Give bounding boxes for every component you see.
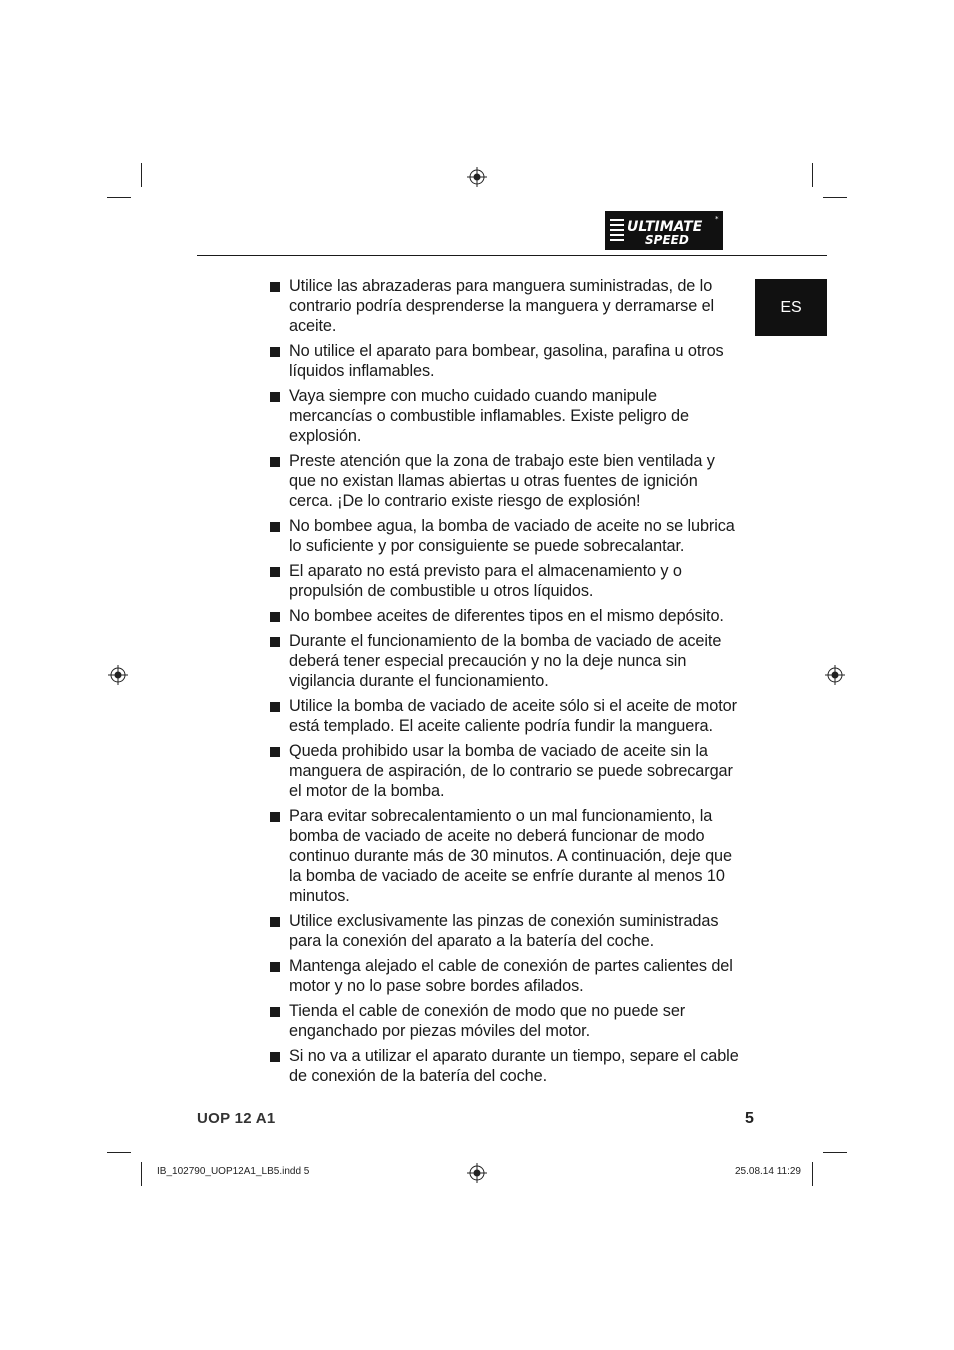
registration-mark-icon: [467, 167, 487, 187]
list-item-text: No bombee aceites de diferentes tipos en el mismo depósito.: [289, 607, 724, 625]
svg-text:*: *: [715, 215, 719, 223]
crop-mark: [141, 163, 142, 187]
list-item-text: Si no va a utilizar el aparato durante un tiempo, separe el cable de conexión de la batería del coche.: [289, 1047, 739, 1085]
safety-bullet-list: [270, 276, 740, 1091]
list-item-text: Para evitar sobrecalentamiento o un mal funcionamiento, la bomba de vaciado de aceite no deberá funcionar de modo continuo durante más de 30 minutos. A continuación, deje que la bomba de vaciado de aceite se enfríe durante al menos 10 minutos.: [289, 807, 732, 905]
list-item-text: Preste atención que la zona de trabajo este bien ventilada y que no existan llamas abiertas u otras fuentes de ignición cerca. ¡De lo contrario existe riesgo de explosión!: [289, 452, 715, 510]
list-item: [270, 1046, 740, 1086]
language-tab: [755, 279, 827, 336]
bullet-square-icon: [270, 612, 280, 622]
crop-mark: [823, 1152, 847, 1153]
footer-model-number: UOP 12 A1: [197, 1110, 276, 1127]
crop-mark: [812, 163, 813, 187]
bullet-square-icon: [270, 347, 280, 357]
print-slug-file: IB_102790_UOP12A1_LB5.indd 5: [157, 1166, 310, 1177]
list-item: [270, 276, 740, 336]
bullet-square-icon: [270, 962, 280, 972]
crop-mark: [823, 197, 847, 198]
language-tab-label: ES: [780, 298, 802, 316]
registration-mark-icon: [825, 665, 845, 685]
list-item: [270, 631, 740, 691]
bullet-square-icon: [270, 522, 280, 532]
list-item: [270, 806, 740, 906]
list-item: [270, 956, 740, 996]
list-item: [270, 606, 740, 626]
bullet-square-icon: [270, 567, 280, 577]
bullet-square-icon: [270, 917, 280, 927]
list-item-text: El aparato no está previsto para el almacenamiento y o propulsión de combustible u otros líquidos.: [289, 562, 682, 600]
crop-mark: [107, 1152, 131, 1153]
bullet-square-icon: [270, 637, 280, 647]
list-item-text: Vaya siempre con mucho cuidado cuando manipule mercancías o combustible inflamables. Existe peligro de explosión.: [289, 387, 689, 445]
list-item: [270, 911, 740, 951]
crop-mark: [812, 1162, 813, 1186]
list-item: [270, 341, 740, 381]
bullet-square-icon: [270, 1007, 280, 1017]
bullet-square-icon: [270, 702, 280, 712]
print-slug-date: 25.08.14 11:29: [735, 1166, 801, 1177]
list-item: [270, 451, 740, 511]
list-item: [270, 516, 740, 556]
list-item: [270, 741, 740, 801]
list-item-text: No bombee agua, la bomba de vaciado de aceite no se lubrica lo suficiente y por consiguiente se puede sobrecalantar.: [289, 517, 735, 555]
list-item-text: No utilice el aparato para bombear, gasolina, parafina u otros líquidos inflamables.: [289, 342, 724, 380]
list-item: [270, 386, 740, 446]
list-item: [270, 561, 740, 601]
svg-text:ULTIMATE: ULTIMATE: [627, 219, 703, 235]
list-item-text: Utilice las abrazaderas para manguera suministradas, de lo contrario podría desprenderse la manguera y derramarse el aceite.: [289, 277, 715, 335]
list-item-text: Mantenga alejado el cable de conexión de partes calientes del motor y no lo pase sobre bordes afilados.: [289, 957, 733, 995]
list-item-text: Durante el funcionamiento de la bomba de vaciado de aceite deberá tener especial precaución y no la deje nunca sin vigilancia durante el funcionamiento.: [289, 632, 722, 690]
brand-logo: [605, 211, 723, 250]
header-rule: [197, 255, 827, 256]
bullet-square-icon: [270, 457, 280, 467]
list-item-text: Utilice exclusivamente las pinzas de conexión suministradas para la conexión del aparato a la batería del coche.: [289, 912, 719, 950]
list-item-text: Queda prohibido usar la bomba de vaciado de aceite sin la manguera de aspiración, de lo contrario se puede sobrecargar el motor de la bomba.: [289, 742, 733, 800]
list-item: [270, 696, 740, 736]
registration-mark-icon: [467, 1163, 487, 1183]
svg-text:SPEED: SPEED: [645, 233, 689, 247]
bullet-square-icon: [270, 812, 280, 822]
registration-mark-icon: [108, 665, 128, 685]
bullet-square-icon: [270, 282, 280, 292]
list-item-text: Utilice la bomba de vaciado de aceite sólo si el aceite de motor está templado. El aceite caliente podría fundir la manguera.: [289, 697, 737, 735]
page-number: 5: [745, 1110, 754, 1127]
bullet-square-icon: [270, 392, 280, 402]
list-item: [270, 1001, 740, 1041]
bullet-square-icon: [270, 1052, 280, 1062]
crop-mark: [141, 1162, 142, 1186]
list-item-text: Tienda el cable de conexión de modo que no puede ser enganchado por piezas móviles del motor.: [289, 1002, 686, 1040]
crop-mark: [107, 197, 131, 198]
bullet-square-icon: [270, 747, 280, 757]
